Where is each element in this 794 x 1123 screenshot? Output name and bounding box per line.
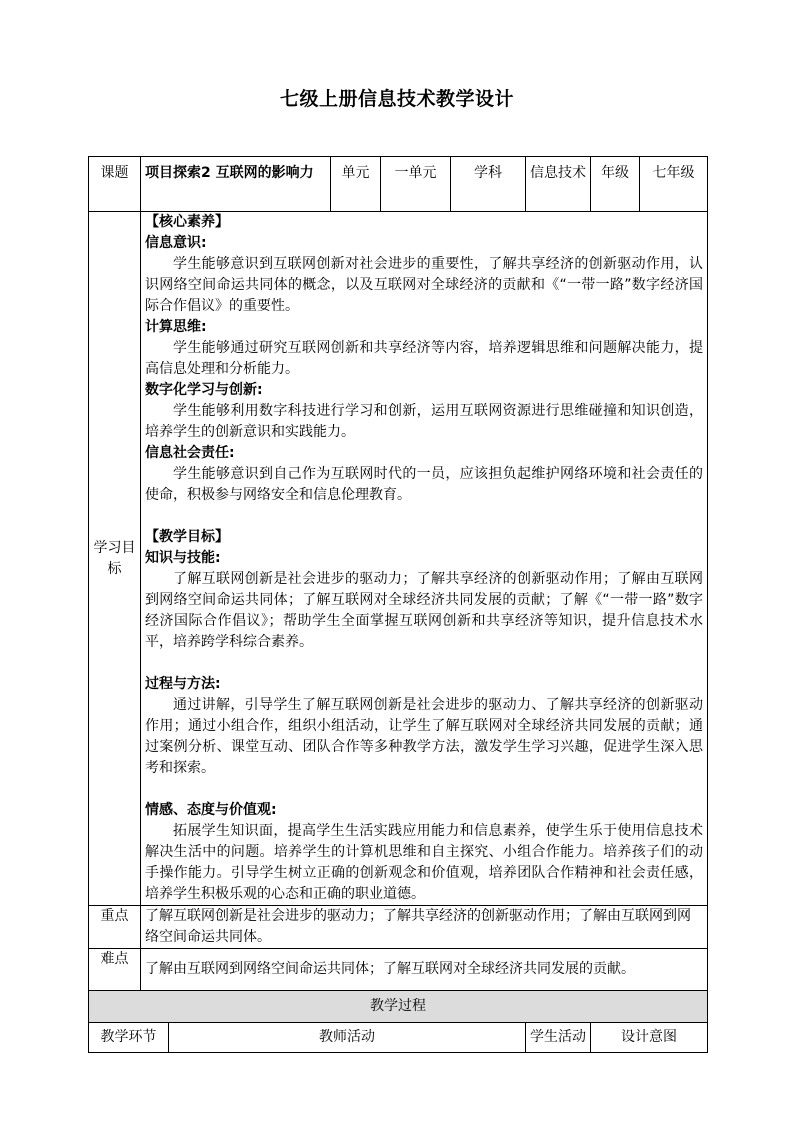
goal-2-title: 过程与方法:: [145, 676, 221, 692]
goal-1-title: 知识与技能:: [145, 550, 221, 566]
grade-label: 年级: [591, 157, 640, 212]
core-literacy-heading: 【核心素养】: [145, 214, 229, 230]
process-col-intent: 设计意图: [591, 1023, 708, 1053]
unit-value: 一单元: [381, 157, 451, 212]
difficulty-label: 难点: [89, 949, 141, 991]
goal-3-title: 情感、态度与价值观:: [145, 802, 277, 818]
goals-row: [89, 212, 708, 906]
header-row: [89, 157, 708, 212]
lesson-value: 项目探索2 互联网的影响力: [141, 157, 331, 212]
subject-label: 学科: [451, 157, 526, 212]
goal-1-text: 了解互联网创新是社会进步的驱动力；了解共享经济的创新驱动作用；了解由互联网到网络空间命运共同体；了解互联网对全球经济共同发展的贡献；了解《“一带一路”数字经济国际合作倡议》；帮助学生全面掌握互联网创新和共享经济等知识，提升信息技术水平，培养跨学科综合素养。: [145, 571, 703, 650]
core-3-text: 学生能够利用数字科技进行学习和创新，运用互联网资源进行思维碰撞和知识创造，培养学生的创新意识和实践能力。: [145, 403, 703, 440]
grade-value: 七年级: [640, 157, 708, 212]
subject-value: 信息技术: [526, 157, 591, 212]
core-2-title: 计算思维:: [145, 319, 207, 335]
core-2-text: 学生能够通过研究互联网创新和共享经济等内容，培养逻辑思维和问题解决能力，提高信息处理和分析能力。: [145, 340, 703, 377]
goals-label: 学习目标: [89, 212, 141, 906]
difficulty-text: 了解由互联网到网络空间命运共同体；了解互联网对全球经济共同发展的贡献。: [141, 949, 708, 991]
unit-label: 单元: [331, 157, 381, 212]
key-point-row: [89, 906, 708, 949]
goals-content: [141, 212, 708, 906]
teaching-goals-heading: 【教学目标】: [145, 529, 229, 545]
process-col-stage: 教学环节: [89, 1023, 169, 1053]
core-4-title: 信息社会责任:: [145, 445, 235, 461]
core-1-title: 信息意识:: [145, 235, 207, 251]
lesson-label: 课题: [89, 157, 141, 212]
core-4-text: 学生能够意识到自己作为互联网时代的一员，应该担负起维护网络环境和社会责任的使命，积极参与网络安全和信息伦理教育。: [145, 466, 703, 503]
process-title: 教学过程: [89, 991, 708, 1023]
core-1-text: 学生能够意识到互联网创新对社会进步的重要性，了解共享经济的创新驱动作用，认识网络空间命运共同体的概念，以及互联网对全球经济的贡献和《“一带一路”数字经济国际合作倡议》的重要性。: [145, 256, 703, 314]
difficulty-row: [89, 949, 708, 991]
process-col-student: 学生活动: [526, 1023, 591, 1053]
process-title-row: [89, 991, 708, 1023]
lesson-plan-table: [88, 156, 708, 1053]
document-title: 七级上册信息技术教学设计: [279, 88, 514, 110]
key-point-label: 重点: [89, 906, 141, 949]
process-col-teacher: 教师活动: [169, 1023, 526, 1053]
goal-2-text: 通过讲解，引导学生了解互联网创新是社会进步的驱动力、了解共享经济的创新驱动作用；通过小组合作，组织小组活动，让学生了解互联网对全球经济共同发展的贡献；通过案例分析、课堂互动、团队合作等多种教学方法，激发学生学习兴趣，促进学生深入思考和探索。: [145, 697, 703, 776]
goal-3-text: 拓展学生知识面，提高学生生活实践应用能力和信息素养，使学生乐于使用信息技术解决生活中的问题。培养学生的计算机思维和自主探究、小组合作能力。培养孩子们的动手操作能力。引导学生树立正确的创新观念和价值观，培养团队合作精神和社会责任感，培养学生积极乐观的心态和正确的职业道德。: [145, 823, 703, 902]
core-3-title: 数字化学习与创新:: [145, 382, 263, 398]
process-header-row: [89, 1023, 708, 1053]
key-point-text: 了解互联网创新是社会进步的驱动力；了解共享经济的创新驱动作用；了解由互联网到网络空间命运共同体。: [141, 906, 708, 949]
